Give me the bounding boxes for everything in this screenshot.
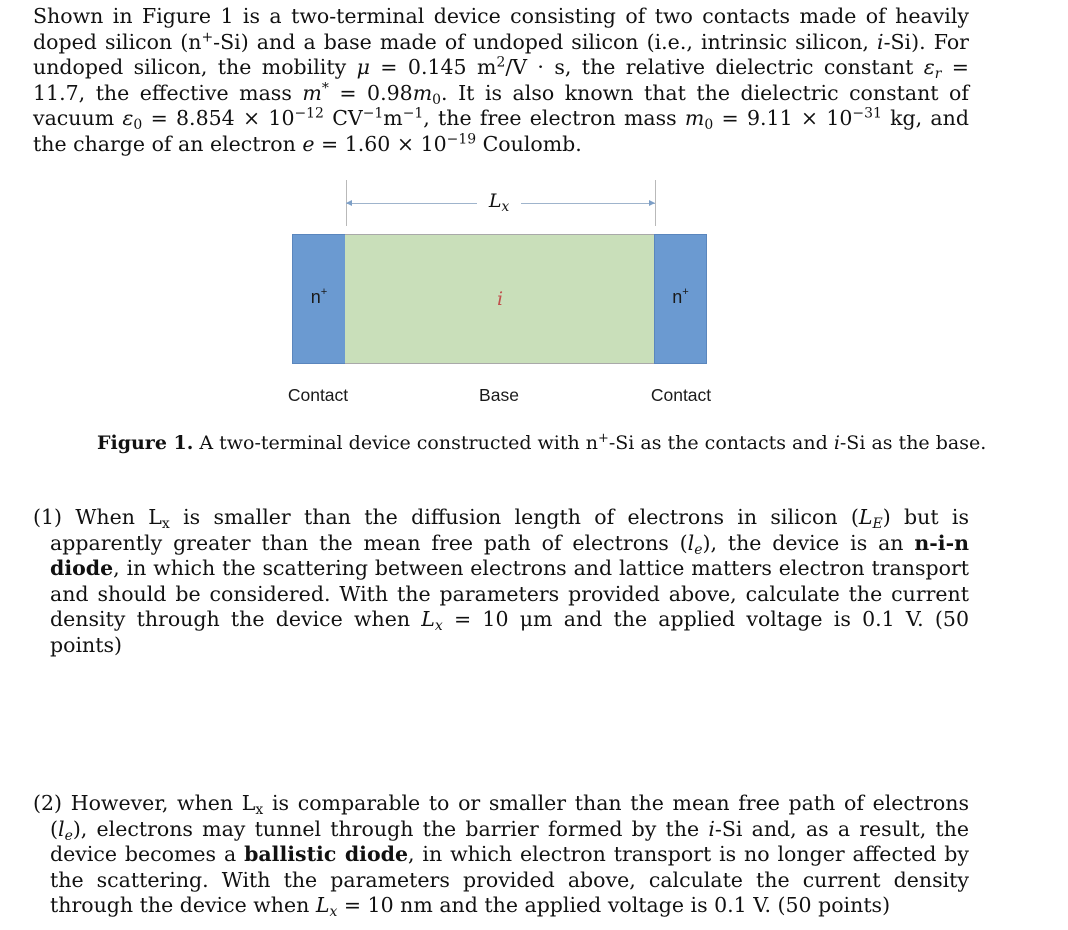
subscript-e: e <box>64 827 73 844</box>
intro-text: = <box>328 80 357 105</box>
question-text: ), electrons may tunnel through the barrier formed by the <box>72 816 709 841</box>
intro-paragraph <box>33 4 969 158</box>
question-text: ), the device is an <box>702 530 915 555</box>
question-text: is comparable to or smaller than the mean free path of electrons ( <box>50 791 969 841</box>
mass-symbol: m <box>412 80 433 105</box>
intro-text: the mobility <box>217 55 357 80</box>
figure-caption-text: -Si as the contacts and <box>608 432 834 454</box>
figure-caption-text: A two-terminal device constructed with n <box>193 432 599 454</box>
mobility-symbol: μ <box>356 55 370 80</box>
figure-caption <box>97 430 987 455</box>
diffusion-length-symbol: L <box>858 505 873 529</box>
right-contact-block <box>654 234 707 364</box>
length-symbol: L <box>488 190 502 212</box>
n-type-symbol: n <box>310 287 321 307</box>
question-2 <box>33 791 969 919</box>
mass-symbol: m <box>302 80 322 105</box>
subscript-x: x <box>161 516 170 533</box>
left-contact-block <box>292 234 346 364</box>
intro-text: = 8.854 × 10 <box>142 106 295 131</box>
mass-symbol: m <box>684 106 705 131</box>
length-symbol: L <box>421 607 435 632</box>
intro-text: = 1.60 × 10 <box>314 131 447 156</box>
question-text: , in which the scattering between electrons and lattice matters electron transport and should be considered. With the parameters provided above, calculate the current density through the device when <box>50 556 969 632</box>
subscript-r: r <box>934 66 942 83</box>
intro-text: silicon (n <box>104 29 202 54</box>
intro-text: kg, and the charge of an electron <box>33 106 969 156</box>
caption-contact-left: Contact <box>287 385 349 405</box>
superscript-star: * <box>321 80 329 97</box>
caption-contact-right: Contact <box>650 385 712 405</box>
length-label <box>477 190 521 216</box>
dimension-arrow-left-icon <box>346 200 352 206</box>
subscript-x: x <box>255 802 264 819</box>
superscript-exp: −1 <box>362 105 384 122</box>
mean-free-path-symbol: l <box>58 816 65 841</box>
question-1 <box>33 505 969 659</box>
subscript-e: E <box>872 516 883 533</box>
intro-text: 0.98 <box>367 80 413 105</box>
intrinsic-symbol: i <box>708 816 715 841</box>
subscript-x: x <box>329 904 338 921</box>
subscript-x: x <box>434 618 443 635</box>
superscript-plus: + <box>320 286 328 299</box>
intro-text: free electron mass <box>479 106 685 131</box>
base-block <box>345 234 655 364</box>
intro-text: = 11.7, the effective mass <box>33 55 969 105</box>
charge-symbol: e <box>302 131 315 156</box>
intro-text: /V · s, the relative dielectric constant <box>505 55 924 80</box>
intro-text: Shown in Figure 1 is a two-terminal device consisting of two contacts made of heavily doped <box>33 4 969 54</box>
superscript-exp: −1 <box>402 105 424 122</box>
left-contact-label <box>293 287 345 308</box>
question-text: -Si and, as a result, the device becomes a <box>50 816 969 867</box>
question-text: = 10 nm and the applied voltage is 0.1 V. (50 points) <box>337 893 891 918</box>
question-text: , in which electron transport is no longer affected by the scattering. With the parameters provided above, calculate the current density through the device when <box>50 842 970 918</box>
question-text: = 10 μm and the applied voltage is 0.1 V. (50 points) <box>50 607 969 657</box>
intro-text: -Si) and a base made of undoped silicon (i.e., intrinsic silicon, <box>213 29 878 54</box>
intro-text: CV <box>323 106 363 131</box>
question-text: is smaller than the diffusion length of electrons in silicon ( <box>169 505 859 529</box>
intro-text: m <box>383 106 403 131</box>
superscript-2: 2 <box>496 54 506 71</box>
intro-text: , the <box>423 106 472 131</box>
base-label: i <box>496 288 504 310</box>
length-subscript: x <box>501 199 510 216</box>
intrinsic-symbol: i <box>833 432 840 454</box>
mean-free-path-symbol: l <box>687 530 695 555</box>
intro-text: = 0.145 m <box>369 55 497 80</box>
question-text: (2) However, when L <box>33 791 256 815</box>
dimension-tick-right <box>655 180 656 226</box>
subscript-0: 0 <box>704 117 714 134</box>
nin-diode-term: n-i-n diode <box>50 530 969 581</box>
figure-caption-text: -Si as the base. <box>839 432 987 454</box>
superscript-plus: + <box>598 430 609 446</box>
subscript-0: 0 <box>133 117 143 134</box>
question-text: (1) When L <box>33 505 162 529</box>
right-contact-label <box>655 287 706 308</box>
intro-text: = 9.11 × 10 <box>713 106 853 131</box>
superscript-plus: + <box>201 28 214 45</box>
intro-text: -Si). For undoped silicon, <box>33 29 969 80</box>
length-symbol: L <box>315 893 330 918</box>
intrinsic-symbol: i <box>877 29 884 54</box>
epsilon-symbol: ε <box>923 55 935 80</box>
epsilon-symbol: ε <box>122 106 134 131</box>
intro-text: . It is also known that the dielectric constant of vacuum <box>33 80 969 131</box>
n-type-symbol: n <box>672 287 683 307</box>
superscript-exp: −12 <box>294 105 324 122</box>
dimension-arrow-right-icon <box>649 200 655 206</box>
superscript-exp: −19 <box>446 131 477 148</box>
superscript-exp: −31 <box>852 105 882 122</box>
subscript-0: 0 <box>432 91 442 108</box>
intro-text: Coulomb. <box>476 131 582 156</box>
ballistic-diode-term: ballistic diode <box>244 842 409 867</box>
caption-base: Base <box>479 385 519 405</box>
superscript-plus: + <box>682 286 689 299</box>
subscript-e: e <box>694 541 703 558</box>
figure-caption-label: Figure 1. <box>97 432 194 454</box>
question-text: ) but is apparently greater than the mean free path of electrons ( <box>50 505 970 555</box>
